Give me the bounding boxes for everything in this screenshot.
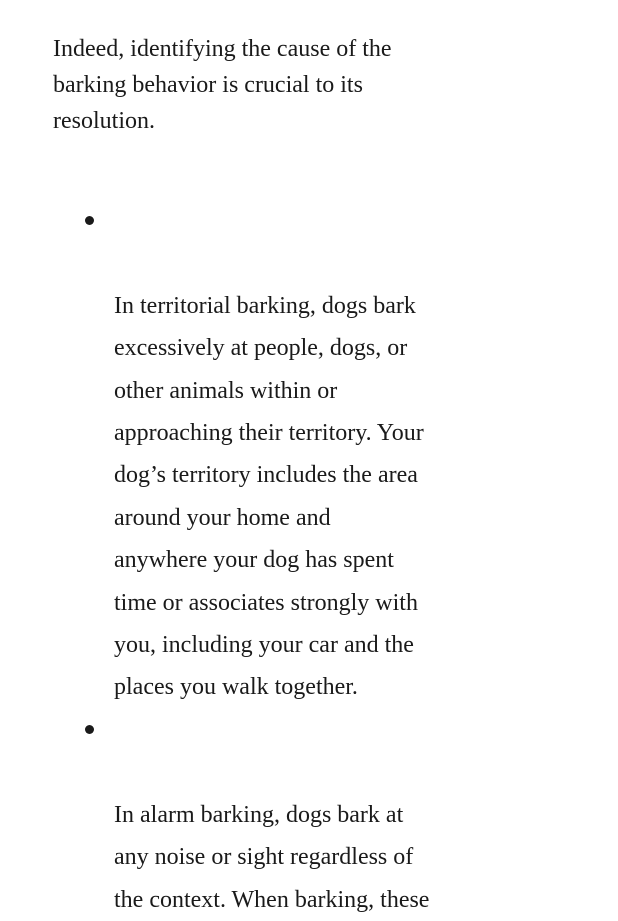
bullet-item-alarm-barking (80, 709, 550, 921)
bullet-list (80, 200, 550, 921)
bullet-dot-icon (85, 725, 94, 734)
bullet-item-territorial-barking (80, 200, 550, 709)
intro-paragraph: Indeed, identifying the cause of the barking behavior is crucial to its resolution. (53, 36, 392, 134)
bullet-dot-icon (85, 216, 94, 225)
bullet-text: In alarm barking, dogs bark at any noise or sight regardless of the context. When barking, these (114, 801, 430, 913)
bullet-text: In territorial barking, dogs bark excessively at people, dogs, or other animals within or approaching their territory. Your dog’s territory includes the area around your home and anywhere your dog has spent time or associates strongly with you, including your car and the places you walk together. (114, 292, 424, 701)
